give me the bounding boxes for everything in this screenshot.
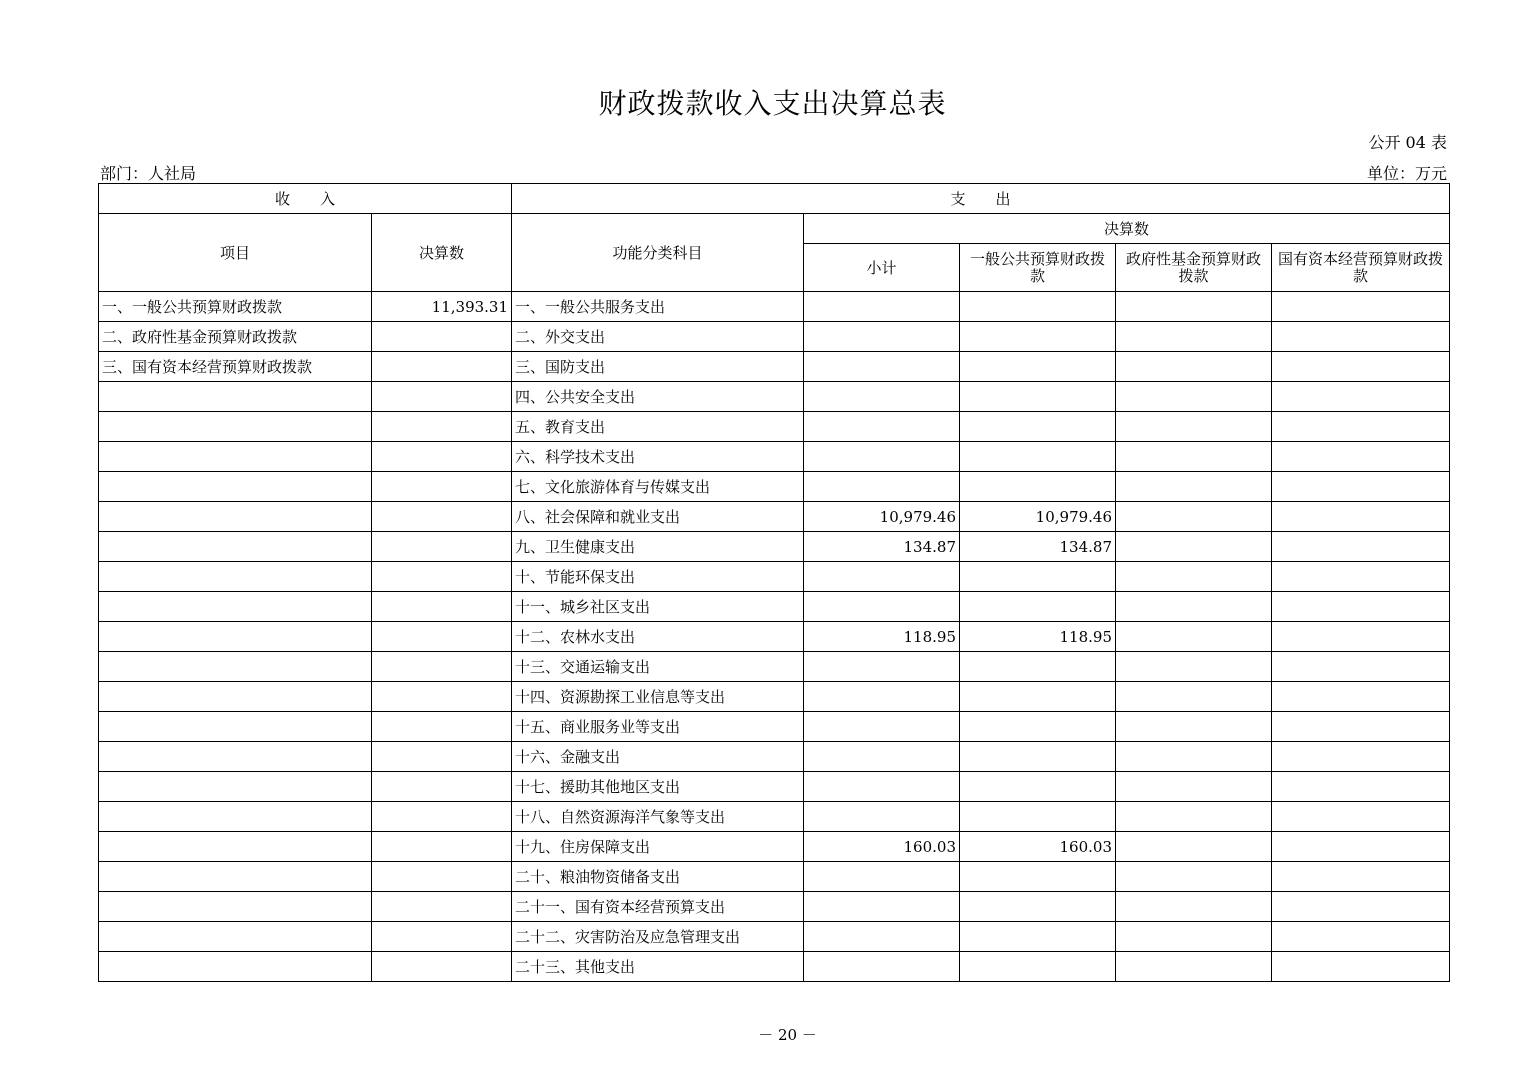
- expense-item-cell: 十六、金融支出: [512, 742, 804, 772]
- function-class-header: 功能分类科目: [512, 214, 804, 292]
- expense-item-cell: 二十三、其他支出: [512, 952, 804, 982]
- table-row: [99, 292, 1450, 322]
- expense-item-cell: 十二、农林水支出: [512, 622, 804, 652]
- income-header: 收 入: [99, 184, 512, 214]
- subtotal-cell: [804, 412, 960, 442]
- general-budget-cell: [960, 592, 1116, 622]
- income-amount-cell: [372, 622, 512, 652]
- income-item-cell: [99, 952, 372, 982]
- state-capital-cell: [1272, 742, 1450, 772]
- state-capital-cell: [1272, 562, 1450, 592]
- income-item-cell: [99, 412, 372, 442]
- state-capital-cell: [1272, 862, 1450, 892]
- state-capital-cell: [1272, 922, 1450, 952]
- income-item-cell: [99, 742, 372, 772]
- gov-fund-cell: [1116, 622, 1272, 652]
- general-budget-cell: [960, 442, 1116, 472]
- gov-fund-header: 政府性基金预算财政拨款: [1116, 244, 1272, 292]
- gov-fund-cell: [1116, 322, 1272, 352]
- general-budget-cell: [960, 412, 1116, 442]
- state-capital-cell: [1272, 832, 1450, 862]
- income-amount-cell: [372, 952, 512, 982]
- income-item-cell: [99, 562, 372, 592]
- table-row: [99, 622, 1450, 652]
- state-capital-cell: [1272, 412, 1450, 442]
- gov-fund-cell: [1116, 352, 1272, 382]
- income-item-cell: [99, 442, 372, 472]
- general-budget-cell: [960, 712, 1116, 742]
- state-capital-cell: [1272, 892, 1450, 922]
- table-row: [99, 532, 1450, 562]
- income-item-cell: [99, 682, 372, 712]
- income-amount-cell: [372, 592, 512, 622]
- gov-fund-cell: [1116, 382, 1272, 412]
- income-item-cell: [99, 592, 372, 622]
- expense-item-cell: 二十、粮油物资储备支出: [512, 862, 804, 892]
- general-budget-cell: [960, 742, 1116, 772]
- table-row: [99, 442, 1450, 472]
- table-row: [99, 832, 1450, 862]
- gov-fund-cell: [1116, 772, 1272, 802]
- expense-item-cell: 六、科学技术支出: [512, 442, 804, 472]
- gov-fund-cell: [1116, 532, 1272, 562]
- income-amount-cell: [372, 862, 512, 892]
- income-amount-cell: [372, 352, 512, 382]
- general-budget-cell: [960, 352, 1116, 382]
- expense-header: 支 出: [512, 184, 1450, 214]
- expense-item-cell: 七、文化旅游体育与传媒支出: [512, 472, 804, 502]
- state-capital-cell: [1272, 292, 1450, 322]
- table-row: [99, 562, 1450, 592]
- income-amount-cell: [372, 442, 512, 472]
- table-row: [99, 652, 1450, 682]
- subtotal-cell: [804, 802, 960, 832]
- general-budget-cell: [960, 772, 1116, 802]
- state-capital-cell: [1272, 382, 1450, 412]
- subtotal-cell: [804, 472, 960, 502]
- expense-item-cell: 十七、援助其他地区支出: [512, 772, 804, 802]
- state-capital-cell: [1272, 772, 1450, 802]
- subtotal-cell: [804, 922, 960, 952]
- subtotal-cell: [804, 772, 960, 802]
- general-budget-cell: [960, 652, 1116, 682]
- state-capital-cell: [1272, 592, 1450, 622]
- income-amount-cell: [372, 712, 512, 742]
- income-item-cell: [99, 862, 372, 892]
- subtotal-cell: [804, 652, 960, 682]
- state-capital-cell: [1272, 682, 1450, 712]
- income-item-cell: 三、国有资本经营预算财政拨款: [99, 352, 372, 382]
- expense-item-cell: 五、教育支出: [512, 412, 804, 442]
- general-budget-cell: 10,979.46: [960, 502, 1116, 532]
- department-label: 部门：人社局: [100, 164, 197, 183]
- income-item-cell: [99, 832, 372, 862]
- table-row: [99, 472, 1450, 502]
- income-item-cell: [99, 532, 372, 562]
- expense-item-cell: 十四、资源勘探工业信息等支出: [512, 682, 804, 712]
- general-budget-cell: [960, 892, 1116, 922]
- income-amount-cell: [372, 682, 512, 712]
- gov-fund-cell: [1116, 562, 1272, 592]
- general-budget-cell: [960, 682, 1116, 712]
- expense-item-cell: 十一、城乡社区支出: [512, 592, 804, 622]
- expense-item-cell: 十五、商业服务业等支出: [512, 712, 804, 742]
- gov-fund-cell: [1116, 592, 1272, 622]
- expense-item-cell: 二十一、国有资本经营预算支出: [512, 892, 804, 922]
- expense-item-cell: 十三、交通运输支出: [512, 652, 804, 682]
- gov-fund-cell: [1116, 862, 1272, 892]
- income-item-cell: 二、政府性基金预算财政拨款: [99, 322, 372, 352]
- general-budget-cell: [960, 562, 1116, 592]
- income-amount-cell: [372, 532, 512, 562]
- subtotal-cell: [804, 562, 960, 592]
- general-budget-header: 一般公共预算财政拨款: [960, 244, 1116, 292]
- state-capital-cell: [1272, 442, 1450, 472]
- income-amount-cell: [372, 562, 512, 592]
- table-row: [99, 742, 1450, 772]
- table-row: [99, 412, 1450, 442]
- state-capital-cell: [1272, 712, 1450, 742]
- gov-fund-cell: [1116, 922, 1272, 952]
- table-row: [99, 382, 1450, 412]
- income-amount-cell: [372, 322, 512, 352]
- page-number: － 20 －: [758, 1026, 817, 1044]
- table-row: [99, 682, 1450, 712]
- table-row: [99, 322, 1450, 352]
- subtotal-cell: [804, 382, 960, 412]
- state-capital-header: 国有资本经营预算财政拨款: [1272, 244, 1450, 292]
- subtotal-cell: [804, 862, 960, 892]
- subtotal-cell: 160.03: [804, 832, 960, 862]
- page-title: 财政拨款收入支出决算总表: [598, 87, 947, 120]
- subtotal-cell: 10,979.46: [804, 502, 960, 532]
- gov-fund-cell: [1116, 712, 1272, 742]
- income-item-cell: [99, 472, 372, 502]
- gov-fund-cell: [1116, 442, 1272, 472]
- subtotal-cell: [804, 952, 960, 982]
- expense-item-cell: 三、国防支出: [512, 352, 804, 382]
- income-amount-cell: [372, 772, 512, 802]
- expense-item-cell: 二、外交支出: [512, 322, 804, 352]
- gov-fund-cell: [1116, 652, 1272, 682]
- subtotal-cell: [804, 712, 960, 742]
- state-capital-cell: [1272, 352, 1450, 382]
- general-budget-cell: 134.87: [960, 532, 1116, 562]
- table-row: [99, 922, 1450, 952]
- state-capital-cell: [1272, 802, 1450, 832]
- expense-item-cell: 八、社会保障和就业支出: [512, 502, 804, 532]
- gov-fund-cell: [1116, 802, 1272, 832]
- table-row: [99, 592, 1450, 622]
- income-item-cell: [99, 712, 372, 742]
- fiscal-summary-table: [98, 183, 1450, 982]
- item-header: 项目: [99, 214, 372, 292]
- gov-fund-cell: [1116, 472, 1272, 502]
- table-row: [99, 352, 1450, 382]
- table-row: [99, 772, 1450, 802]
- expense-item-cell: 十、节能环保支出: [512, 562, 804, 592]
- table-row: [99, 892, 1450, 922]
- income-item-cell: [99, 892, 372, 922]
- income-amount-cell: [372, 382, 512, 412]
- income-item-cell: 一、一般公共预算财政拨款: [99, 292, 372, 322]
- gov-fund-cell: [1116, 832, 1272, 862]
- state-capital-cell: [1272, 622, 1450, 652]
- general-budget-cell: 118.95: [960, 622, 1116, 652]
- general-budget-cell: 160.03: [960, 832, 1116, 862]
- income-amount-cell: [372, 412, 512, 442]
- state-capital-cell: [1272, 472, 1450, 502]
- income-amount-cell: [372, 892, 512, 922]
- expense-item-cell: 十九、住房保障支出: [512, 832, 804, 862]
- income-item-cell: [99, 622, 372, 652]
- general-budget-cell: [960, 862, 1116, 892]
- income-amount-cell: 11,393.31: [372, 292, 512, 322]
- subtotal-cell: [804, 292, 960, 322]
- income-amount-cell: [372, 832, 512, 862]
- form-number: 公开 04 表: [1368, 133, 1447, 152]
- gov-fund-cell: [1116, 412, 1272, 442]
- subtotal-cell: [804, 892, 960, 922]
- general-budget-cell: [960, 802, 1116, 832]
- expense-item-cell: 十八、自然资源海洋气象等支出: [512, 802, 804, 832]
- subtotal-cell: [804, 682, 960, 712]
- income-amount-cell: [372, 802, 512, 832]
- expense-item-cell: 二十二、灾害防治及应急管理支出: [512, 922, 804, 952]
- general-budget-cell: [960, 382, 1116, 412]
- general-budget-cell: [960, 952, 1116, 982]
- general-budget-cell: [960, 922, 1116, 952]
- gov-fund-cell: [1116, 952, 1272, 982]
- income-amount-cell: [372, 472, 512, 502]
- settlement-group-header: 决算数: [804, 214, 1450, 244]
- table-row: [99, 802, 1450, 832]
- income-item-cell: [99, 922, 372, 952]
- state-capital-cell: [1272, 652, 1450, 682]
- income-amount-cell: [372, 502, 512, 532]
- subtotal-cell: [804, 592, 960, 622]
- general-budget-cell: [960, 292, 1116, 322]
- gov-fund-cell: [1116, 502, 1272, 532]
- general-budget-cell: [960, 472, 1116, 502]
- income-item-cell: [99, 802, 372, 832]
- income-amount-cell: [372, 652, 512, 682]
- income-item-cell: [99, 772, 372, 802]
- gov-fund-cell: [1116, 892, 1272, 922]
- subtotal-cell: [804, 742, 960, 772]
- table-row: [99, 502, 1450, 532]
- gov-fund-cell: [1116, 742, 1272, 772]
- table-row: [99, 712, 1450, 742]
- table-row: [99, 952, 1450, 982]
- income-item-cell: [99, 382, 372, 412]
- state-capital-cell: [1272, 532, 1450, 562]
- expense-item-cell: 一、一般公共服务支出: [512, 292, 804, 322]
- expense-item-cell: 九、卫生健康支出: [512, 532, 804, 562]
- income-amount-cell: [372, 742, 512, 772]
- table-row: [99, 862, 1450, 892]
- expense-item-cell: 四、公共安全支出: [512, 382, 804, 412]
- settlement-header: 决算数: [372, 214, 512, 292]
- income-item-cell: [99, 502, 372, 532]
- state-capital-cell: [1272, 952, 1450, 982]
- subtotal-cell: 118.95: [804, 622, 960, 652]
- unit-label: 单位：万元: [1366, 164, 1447, 183]
- general-budget-cell: [960, 322, 1116, 352]
- state-capital-cell: [1272, 502, 1450, 532]
- gov-fund-cell: [1116, 292, 1272, 322]
- income-amount-cell: [372, 922, 512, 952]
- gov-fund-cell: [1116, 682, 1272, 712]
- subtotal-cell: [804, 322, 960, 352]
- subtotal-cell: [804, 442, 960, 472]
- subtotal-header: 小计: [804, 244, 960, 292]
- income-item-cell: [99, 652, 372, 682]
- subtotal-cell: [804, 352, 960, 382]
- subtotal-cell: 134.87: [804, 532, 960, 562]
- state-capital-cell: [1272, 322, 1450, 352]
